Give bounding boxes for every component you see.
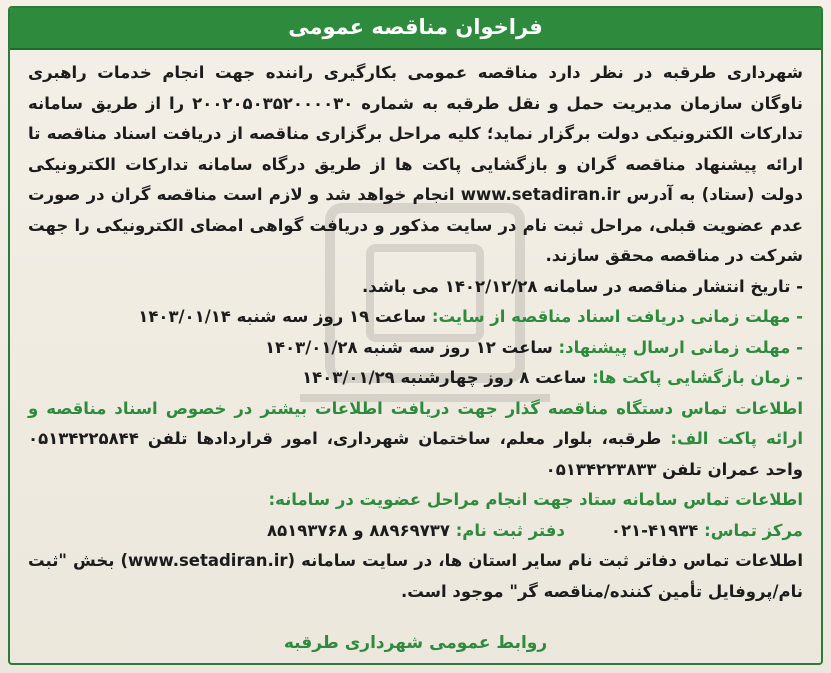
opening-time-label: - زمان بازگشایی پاکت ها:	[592, 368, 803, 387]
submit-deadline-label: - مهلت زمانی ارسال پیشنهاد:	[558, 337, 803, 357]
notice-content	[28, 58, 803, 653]
submit-deadline	[28, 333, 803, 364]
org-contact	[28, 394, 803, 486]
intro-paragraph	[28, 58, 803, 272]
registration-office-label: دفتر ثبت نام:	[455, 520, 565, 540]
website-link[interactable]: www.setadiran.ir	[460, 185, 621, 204]
footer-signature: روابط عمومی شهرداری طرقبه	[283, 633, 548, 653]
call-center-label: مرکز تماس:	[704, 520, 803, 540]
receive-deadline-label: - مهلت زمانی دریافت اسناد مناقصه از سایت:	[431, 307, 803, 326]
opening-time	[28, 363, 803, 394]
call-center-value: ۴۱۹۳۴-۰۲۱	[610, 520, 705, 540]
publish-date: - تاریخ انتشار مناقصه در سامانه ۱۴۰۲/۱۲/۲۸ می باشد.	[361, 276, 803, 296]
setad-contact-heading: اطلاعات تماس سامانه ستاد جهت انجام مراحل عضویت در سامانه:	[268, 490, 803, 509]
registration-office-value: ۸۸۹۶۹۷۳۷ و ۸۵۱۹۳۷۶۸	[267, 520, 456, 540]
opening-time-value: ساعت ۸ روز چهارشنبه ۱۴۰۳/۰۱/۲۹	[302, 368, 593, 387]
page-title: فراخوان مناقصه عمومی	[288, 15, 543, 39]
receive-deadline-value: ساعت ۱۹ روز سه شنبه ۱۴۰۳/۰۱/۱۴	[138, 307, 432, 326]
title-bar	[10, 8, 821, 50]
intro-lead: شهرداری طرقبه	[662, 63, 803, 82]
intro-text-2: انجام خواهد شد و لازم است مناقصه گران در صورت عدم عضویت قبلی، مراحل ثبت نام در سایت مذکور و دریافت گواهی امضای الکترونیکی را جهت شرکت در مناقصه محقق سازند.	[28, 185, 803, 265]
notice-frame	[8, 6, 823, 665]
submit-deadline-value: ساعت ۱۲ روز سه شنبه ۱۴۰۳/۰۱/۲۸	[264, 337, 559, 357]
receive-deadline	[28, 302, 803, 333]
intro-text: در نظر دارد مناقصه عمومی بکارگیری راننده جهت انجام خدمات راهبری ناوگان سازمان مدیریت حمل و نقل طرقبه به شماره ۲۰۰۲۰۵۰۳۵۲۰۰۰۰۳۰ را از طریق سامانه تدارکات الکترونیکی دولت برگزار نماید؛ کلیه مراحل برگزاری مناقصه از دریافت اسناد مناقصه تا ارائه پیشنهاد مناقصه گران و بازگشایی پاکت ها از طریق درگاه سامانه تدارکات الکترونیکی دولت (ستاد) به آدرس	[28, 63, 804, 204]
setad-phones	[28, 516, 803, 547]
org-contact-text: طرقبه، بلوار معلم، ساختمان شهرداری، امور قراردادها تلفن ۰۵۱۳۴۲۲۵۸۴۴ واحد عمران تلفن ۰۵۱۳۴۲۲۳۸۳۳	[28, 429, 803, 479]
other-offices-text: اطلاعات تماس دفاتر ثبت نام سایر استان ها، در سایت سامانه (www.setadiran.ir) بخش "ثبت نام/پروفایل تأمین کننده/مناقصه گر" موجود است.	[28, 551, 803, 601]
org-contact-heading: اطلاعات تماس دستگاه مناقصه گذار جهت دریافت اطلاعات بیشتر در خصوص اسناد مناقصه و ارائه پاکت الف:	[28, 398, 804, 448]
